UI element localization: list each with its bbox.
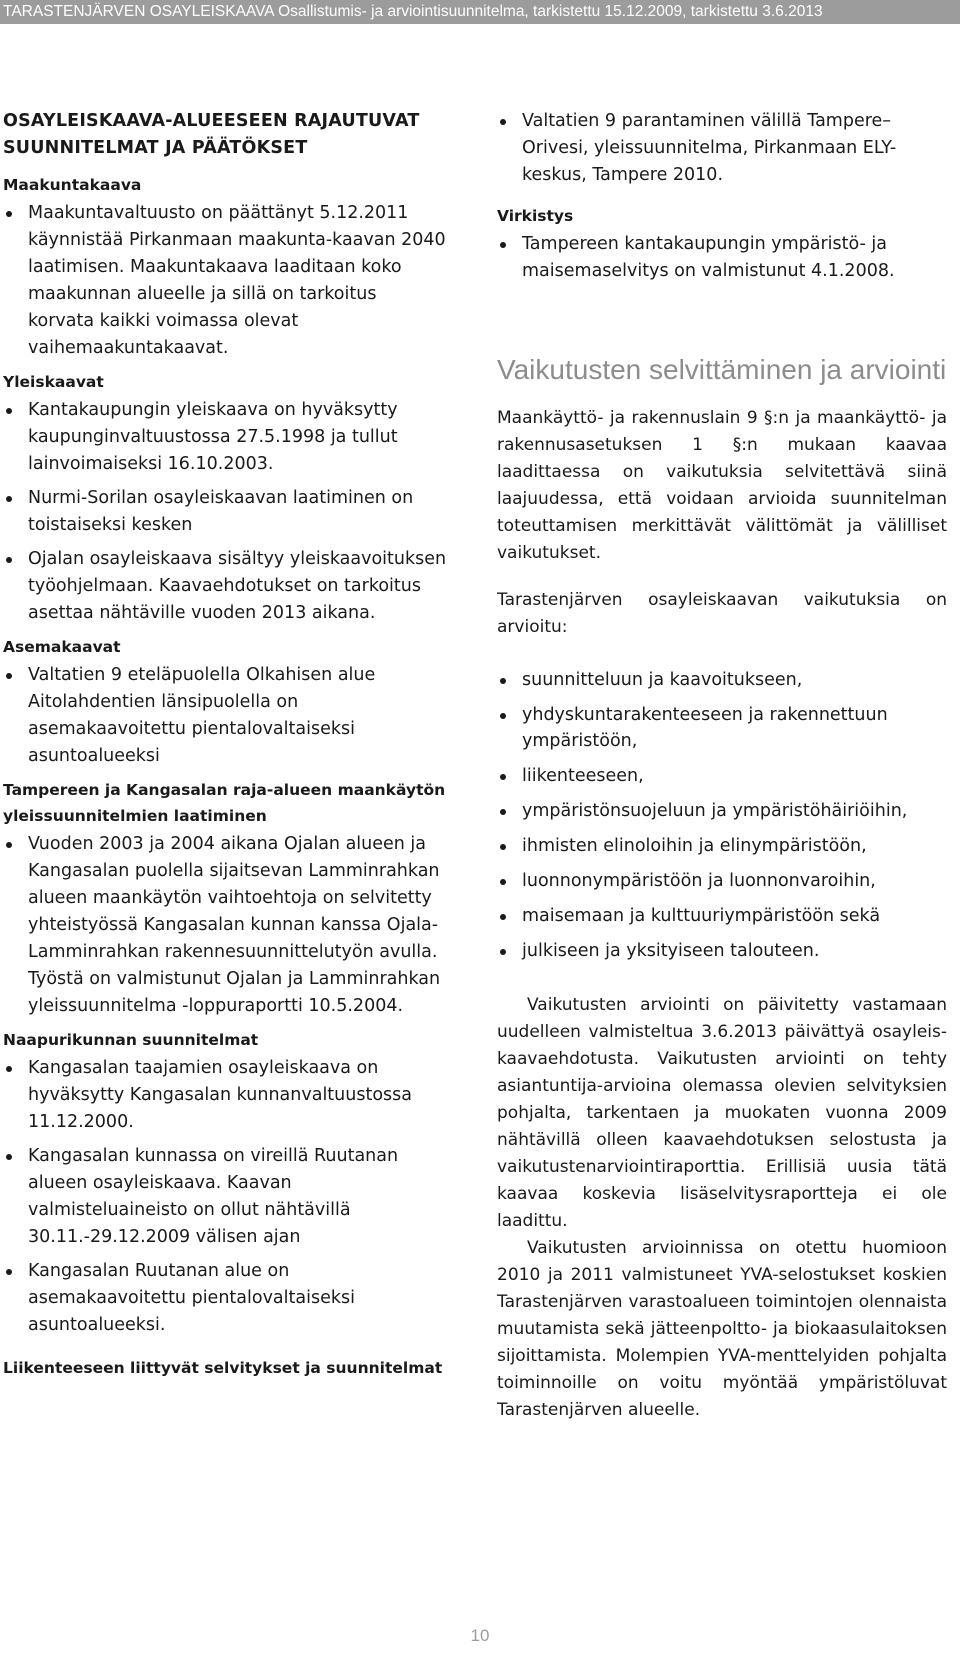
list-item: Kantakaupungin yleiskaava on hyväksytty kaupunginvaltuustossa 27.5.1998 ja tullut lainvoimaiseksi 16.10.2003. [3, 397, 448, 478]
subhead-asemakaavat: Asemakaavat [3, 638, 121, 656]
subhead-maakuntakaava: Maakuntakaava [3, 176, 142, 194]
page-number: 10 [470, 1626, 490, 1645]
list-virkistys [497, 231, 947, 285]
list-yleiskaavat [3, 397, 448, 627]
section-title: OSAYLEISKAAVA-ALUEESEEN RAJAUTUVAT SUUNNITELMAT JA PÄÄTÖKSET [3, 111, 420, 158]
list-item: Kangasalan taajamien osayleiskaava on hyväksytty Kangasalan kunnanvaltuustossa 11.12.2000. [3, 1055, 448, 1136]
list-asemakaavat [3, 662, 448, 770]
list-item: luonnonympäristöön ja luonnonvaroihin, [497, 868, 947, 894]
list-item: Vuoden 2003 ja 2004 aikana Ojalan alueen ja Kangasalan puolella sijaitsevan Lamminrahkan alueen maankäytön vaihtoehtoja on selvitetty yhteistyössä Kangasalan kunnan kanssa Ojala-Lamminrahkan rakennesuunnittelutyön avulla. Työstä on valmistunut Ojalan ja Lamminrahkan yleissuunnitelma -loppuraportti 10.5.2004. [3, 831, 448, 1020]
list-item: julkiseen ja yksityiseen talouteen. [497, 938, 947, 964]
list-item: Maakuntavaltuusto on päättänyt 5.12.2011 käynnistää Pirkanmaan maakunta-kaavan 2040 laatimisen. Maakuntakaava laaditaan koko maakunnan alueelle ja sillä on tarkoitus korvata kaikki voimassa olevat vaihemaakuntakaavat. [3, 200, 448, 362]
paragraph: Vaikutusten arvioinnissa on otettu huomioon 2010 ja 2011 valmistuneet YVA-selostukset koskien Tarastenjärven varastoalueen toimintojen olennaista muutamista sekä jätteenpoltto- ja biokaasulaitoksen sijoittamista. Molempien YVA-menttelyiden pohjalta toiminnoille on voitu myöntää ympäristöluvat Tarastenjärven alueelle. [497, 1238, 947, 1420]
heading-vaikutukset: Vaikutusten selvittäminen ja arviointi [497, 354, 947, 385]
list-item: maisemaan ja kulttuuriympäristöön sekä [497, 903, 947, 929]
list-item: Valtatien 9 eteläpuolella Olkahisen alue Aitolahdentien länsipuolella on asemakaavoitettu pientalovaltaiseksi asuntoalueeksi [3, 662, 448, 770]
list-item: Tampereen kantakaupungin ympäristö- ja maisemaselvitys on valmistunut 4.1.2008. [497, 231, 947, 285]
right-column [497, 108, 947, 1424]
page-header: TARASTENJÄRVEN OSAYLEISKAAVA Osallistumis- ja arviointisuunnitelma, tarkistettu 15.12.2009, tarkistettu 3.6.2013 [0, 0, 960, 24]
paragraph: Vaikutusten arviointi on päivitetty vastamaan uudelleen valmisteltua 3.6.2013 päivättyä osayleis-kaavaehdotusta. Vaikutusten arviointi on tehty asiantuntija-arvioina olemassa olevien selvityksien pohjalta, tarkentaen ja muokaten vuonna 2009 nähtävillä olleen kaavaehdotuksen selostusta ja vaikutustenarviointiraporttia. Erillisiä uusia tätä kaavaa koskevia lisäselvitysraportteja ei ole laadittu. [497, 995, 947, 1231]
paragraph: Tarastenjärven osayleiskaavan vaikutuksia on arvioitu: [497, 590, 947, 637]
list-item: Valtatien 9 parantaminen välillä Tampere–Orivesi, yleissuunnitelma, Pirkanmaan ELY-keskus, Tampere 2010. [497, 108, 947, 189]
subhead-yleiskaavat: Yleiskaavat [3, 373, 104, 391]
subhead-virkistys: Virkistys [497, 207, 574, 225]
list-item: Ojalan osayleiskaava sisältyy yleiskaavoituksen työohjelmaan. Kaavaehdotukset on tarkoitus asettaa nähtäville vuoden 2013 aikana. [3, 546, 448, 627]
list-liikenne [497, 108, 947, 189]
subhead-raja-alue: Tampereen ja Kangasalan raja-alueen maankäytön yleissuunnitelmien laatiminen [3, 781, 446, 825]
list-item: liikenteeseen, [497, 763, 947, 789]
list-item: ympäristönsuojeluun ja ympäristöhäiriöihin, [497, 798, 947, 824]
list-item: suunnitteluun ja kaavoitukseen, [497, 667, 947, 693]
list-item: Nurmi-Sorilan osayleiskaavan laatiminen on toistaiseksi kesken [3, 485, 448, 539]
list-maakuntakaava [3, 200, 448, 362]
list-item: Kangasalan kunnassa on vireillä Ruutanan alueen osayleiskaava. Kaavan valmisteluaineisto on ollut nähtävillä 30.11.-29.12.2009 välisen ajan [3, 1143, 448, 1251]
subhead-liikenne: Liikenteeseen liittyvät selvitykset ja suunnitelmat [3, 1359, 443, 1377]
left-column [3, 108, 448, 1383]
list-vaikutukset [497, 667, 947, 964]
paragraph: Maankäyttö- ja rakennuslain 9 §:n ja maankäyttö- ja rakennusasetuksen 1 §:n mukaan kaavaa laadittaessa on vaikutuksia selvitettävä siinä laajuudessa, että voidaan arvioida suunnitelman toteuttamisen merkittävät välittömät ja välilliset vaikutukset. [497, 408, 947, 563]
list-item: yhdyskuntarakenteeseen ja rakennettuun ympäristöön, [497, 702, 947, 754]
list-item: Kangasalan Ruutanan alue on asemakaavoitettu pientalovaltaiseksi asuntoalueeksi. [3, 1258, 448, 1339]
list-raja-alue [3, 831, 448, 1020]
list-item: ihmisten elinoloihin ja elinympäristöön, [497, 833, 947, 859]
subhead-naapurikunta: Naapurikunnan suunnitelmat [3, 1031, 259, 1049]
list-naapurikunta [3, 1055, 448, 1339]
